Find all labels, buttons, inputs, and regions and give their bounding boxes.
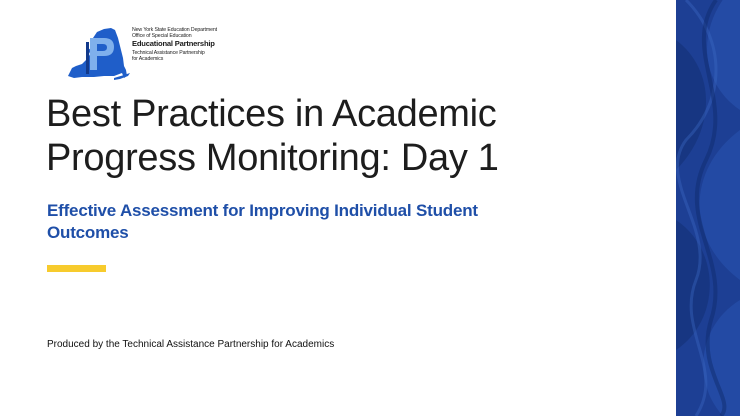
slide-subtitle	[47, 200, 587, 244]
nysed-logo	[64, 24, 224, 84]
subtitle-line-1: Effective Assessment for Improving Individual Student	[47, 201, 478, 220]
logo-academics-text: for Academics	[132, 56, 164, 62]
ny-state-map-p-icon	[64, 24, 134, 84]
title-line-1: Best Practices in Academic	[46, 93, 497, 135]
logo-office-text: Office of Special Education	[132, 33, 192, 39]
subtitle-line-2: Outcomes	[47, 223, 129, 242]
slide-title	[46, 92, 666, 180]
logo-tap-text: Technical Assistance Partnership	[132, 50, 205, 56]
footer-credit: Produced by the Technical Assistance Partnership for Academics	[47, 339, 335, 350]
logo-partnership-text: Educational Partnership	[132, 39, 215, 48]
decorative-side-panel	[676, 0, 740, 416]
logo-text	[132, 27, 232, 62]
wave-pattern-graphic	[676, 0, 740, 416]
title-line-2: Progress Monitoring: Day 1	[46, 137, 499, 179]
accent-bar	[47, 265, 106, 272]
logo-department-text: New York State Education Department	[132, 27, 218, 33]
